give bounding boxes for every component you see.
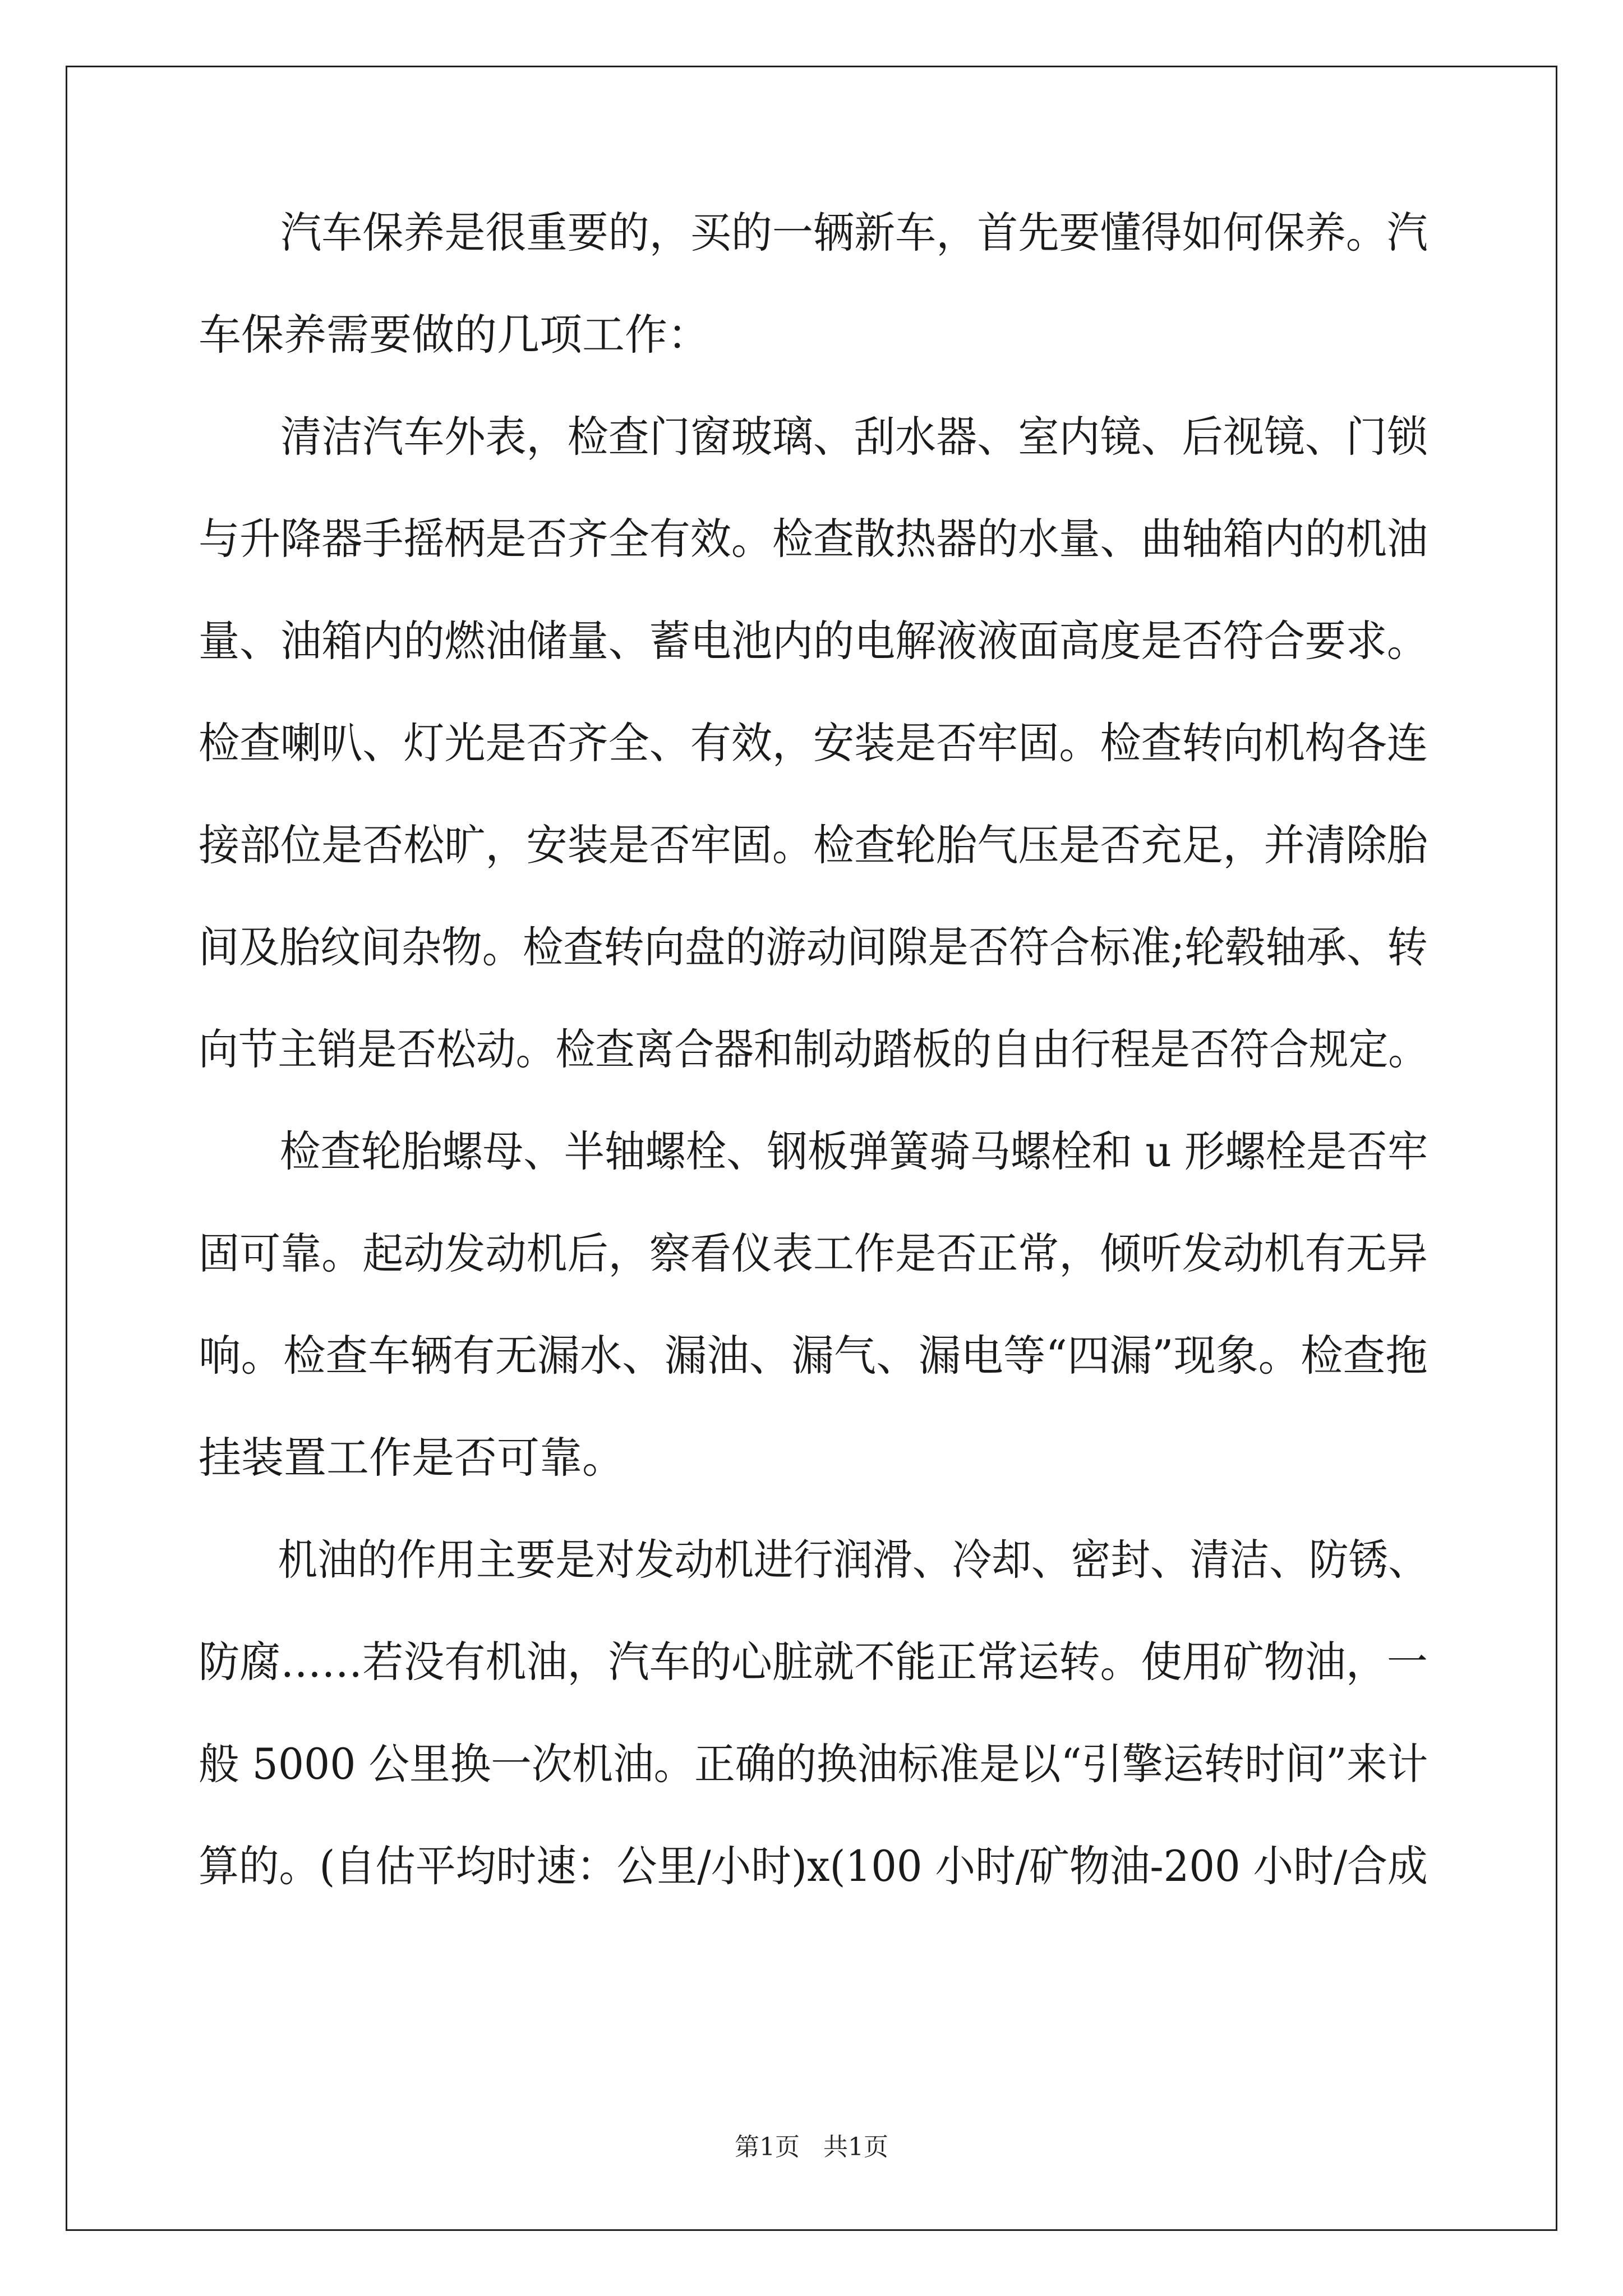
- text-line: 般 5000 公里换一次机油。正确的换油标准是以“引擎运转时间”来计: [199, 1739, 1428, 1789]
- text-line: 响。检查车辆有无漏水、漏油、漏气、漏电等“四漏”现象。检查拖: [199, 1331, 1428, 1381]
- text-line: 机油的作用主要是对发动机进行润滑、冷却、密封、清洁、防锈、: [199, 1535, 1428, 1585]
- page-number: 第1页: [735, 2133, 800, 2161]
- text-line: 固可靠。起动发动机后，察看仪表工作是否正常，倾听发动机有无异: [199, 1228, 1428, 1278]
- text-line: 防腐……若没有机油，汽车的心脏就不能正常运转。使用矿物油，一: [199, 1637, 1428, 1687]
- text-line: 车保养需要做的几项工作：: [199, 310, 710, 360]
- text-line: 检查轮胎螺母、半轴螺栓、钢板弹簧骑马螺栓和 u 形螺栓是否牢: [199, 1126, 1428, 1176]
- text-line: 向节主销是否松动。检查离合器和制动踏板的自由行程是否符合规定。: [199, 1024, 1428, 1074]
- text-line: 间及胎纹间杂物。检查转向盘的游动间隙是否符合标准;轮毂轴承、转: [199, 922, 1428, 972]
- text-line: 接部位是否松旷，安装是否牢固。检查轮胎气压是否充足，并清除胎: [199, 820, 1428, 870]
- text-line: 算的。(自估平均时速：公里/小时)x(100 小时/矿物油-200 小时/合成: [199, 1841, 1428, 1891]
- text-line: 与升降器手摇柄是否齐全有效。检查散热器的水量、曲轴箱内的机油: [199, 514, 1428, 564]
- page-total: 共1页: [823, 2133, 888, 2161]
- text-line: 清洁汽车外表，检查门窗玻璃、刮水器、室内镜、后视镜、门锁: [199, 412, 1428, 462]
- page-footer: [0, 2131, 1623, 2164]
- text-line: 汽车保养是很重要的，买的一辆新车，首先要懂得如何保养。汽: [199, 208, 1428, 257]
- text-line: 量、油箱内的燃油储量、蓄电池内的电解液液面高度是否符合要求。: [199, 616, 1428, 666]
- text-line: 检查喇叭、灯光是否齐全、有效，安装是否牢固。检查转向机构各连: [199, 718, 1428, 768]
- text-line: 挂装置工作是否可靠。: [199, 1433, 625, 1483]
